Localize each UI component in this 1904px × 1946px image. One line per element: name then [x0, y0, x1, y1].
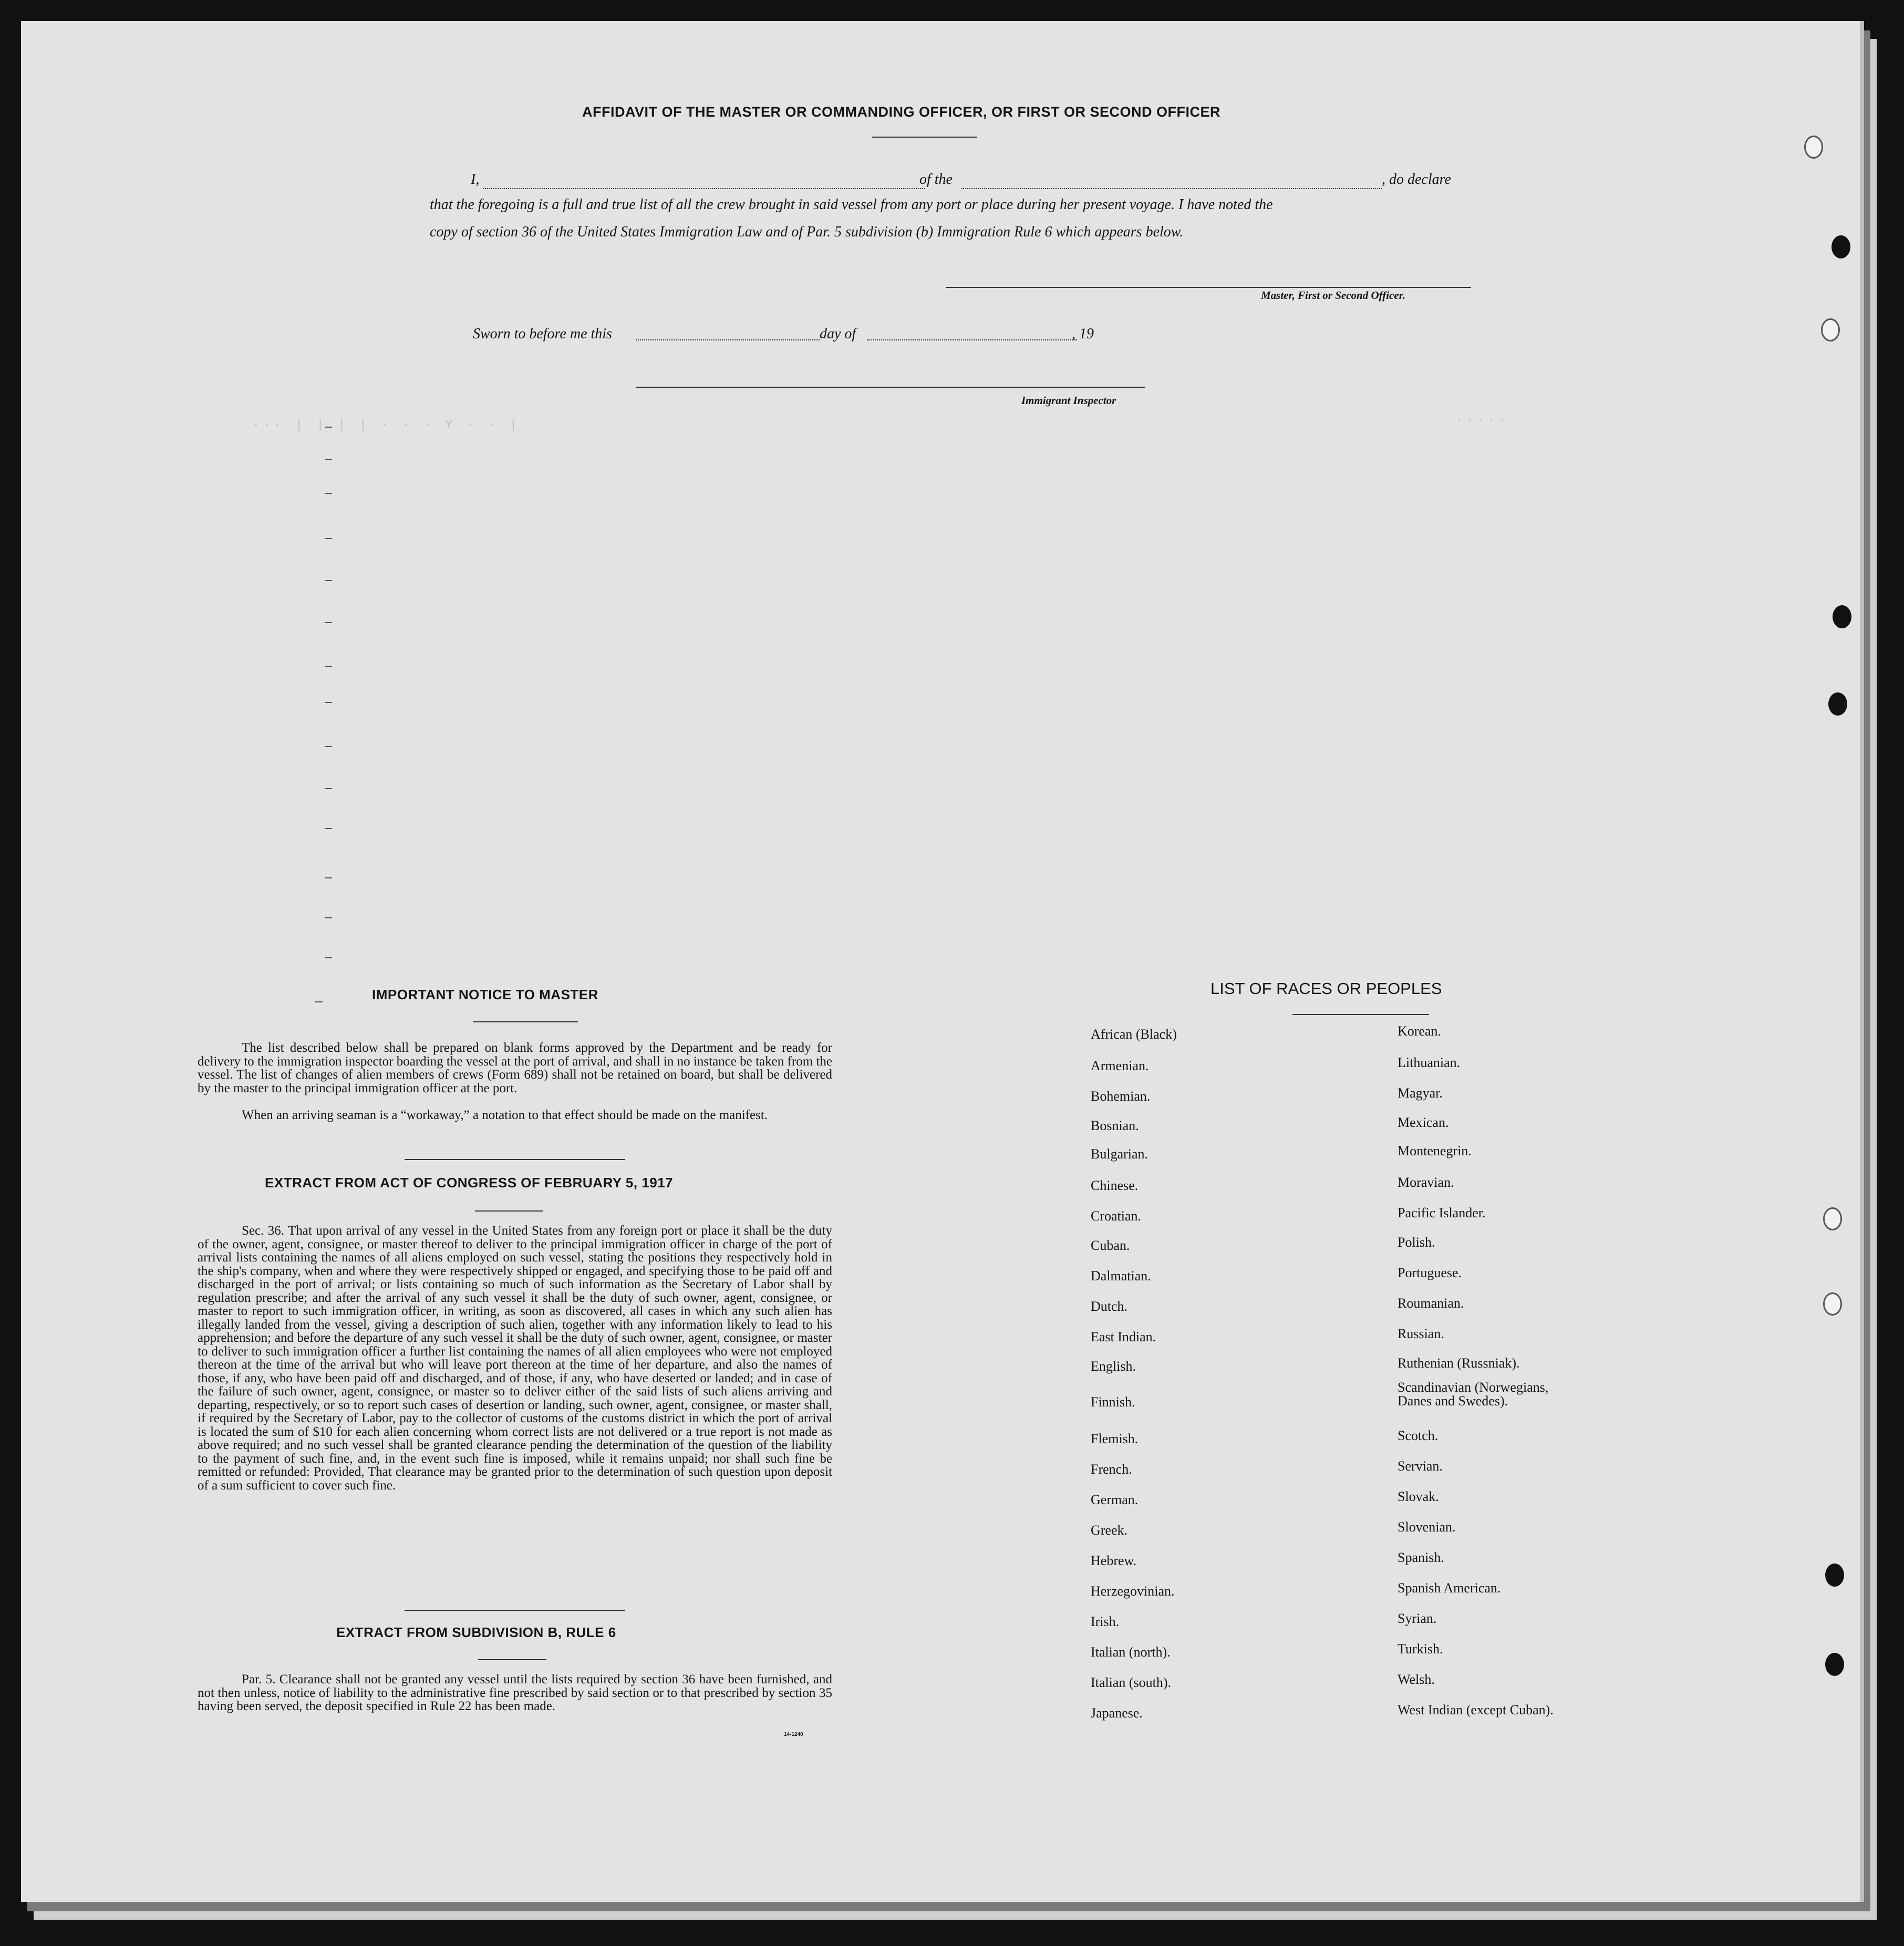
bleed-through-column: ·····: [1455, 414, 1509, 428]
sworn-day-field[interactable]: [636, 339, 820, 340]
signature-label: Master, First or Second Officer.: [1261, 289, 1405, 302]
race-item: English.: [1091, 1359, 1136, 1374]
binder-hole: [1823, 1292, 1842, 1316]
race-item: Magyar.: [1398, 1085, 1443, 1101]
affidavit-declare-label: , do declare: [1382, 171, 1451, 188]
race-item: Spanish American.: [1398, 1580, 1501, 1596]
sworn-day-of-label: day of: [820, 326, 856, 342]
row-mark: [325, 538, 332, 539]
notice-paragraph-2: When an arriving seaman is a “workaway,” a notation to that effect should be made on the manifest.: [242, 1108, 768, 1122]
manifest-page: [21, 21, 1864, 1902]
section-divider: [405, 1610, 625, 1611]
race-item: Bosnian.: [1091, 1118, 1139, 1133]
affidavit-line-2: that the foregoing is a full and true list of all the crew brought in said vessel from any port or place during her present voyage. I have noted the: [430, 196, 1273, 213]
extract-act-underline: [475, 1210, 543, 1212]
race-item: Scandinavian (Norwegians, Danes and Swedes).: [1398, 1380, 1549, 1409]
race-item: German.: [1091, 1492, 1139, 1507]
races-title: LIST OF RACES OR PEOPLES: [1210, 979, 1442, 998]
race-item: Greek.: [1091, 1523, 1128, 1538]
race-item: Pacific Islander.: [1398, 1205, 1486, 1220]
binder-hole: [1821, 318, 1840, 341]
row-mark: [315, 1001, 323, 1002]
race-item: Servian.: [1398, 1458, 1443, 1474]
race-item: Mexican.: [1398, 1115, 1449, 1130]
row-mark: [325, 702, 332, 703]
race-item: Italian (north).: [1091, 1644, 1171, 1660]
race-item: Moravian.: [1398, 1175, 1454, 1190]
extract-rule-title: EXTRACT FROM SUBDIVISION B, RULE 6: [336, 1624, 616, 1640]
row-mark: [325, 666, 332, 667]
affidavit-of-the-label: of the: [919, 171, 953, 188]
sworn-month-field[interactable]: [867, 339, 1077, 340]
notice-title: IMPORTANT NOTICE TO MASTER: [372, 987, 598, 1002]
race-item: Portuguese.: [1398, 1265, 1462, 1280]
row-mark: [325, 746, 332, 747]
race-item: Scotch.: [1398, 1428, 1439, 1443]
inspector-label: Immigrant Inspector: [1021, 394, 1116, 407]
extract-act-text: Sec. 36. That upon arrival of any vessel in the United States from any foreign port or place it shall be the duty of the owner, agent, consignee, or master thereof to deliver to the principal immigration officer in charge of the port of arrival lists containing the names of all aliens employed on such vessel, stating the positions they respectively hold in the ship's company, when and where they were respectively shipped or engaged, and specifying those to be paid off and discharged in the port of arrival; or lists containing so much of such information as the Secretary of Labor shall by regulation prescribe; and after the arrival of any such vessel it shall be the duty of such owner, agent, consignee, or master to report to such immigration officer, in writing, as soon as discovered, all cases in which any such alien has illegally landed from the vessel, giving a description of such alien, together with any information likely to lead to his apprehension; and before the departure of any such vessel it shall be the duty of such owner, agent, consignee, or master to deliver to such immigration officer a further list containing the names of all alien employees who were not employed thereon at the time of the arrival but who will leave port thereon at the time of her departure, and also the names of those, if any, who have been paid off and discharged, and of those, if any, who have deserted or landed; and in case of the failure of such owner, agent, consignee, or master so to deliver either of the said lists of such aliens arriving and departing, respectively, or so to report such cases of desertion or landing, such owner, agent, consignee, or master shall, if required by the Secretary of Labor, pay to the collector of customs of the customs district in which the port of arrival is located the sum of $10 for each alien concerning whom correct lists are not delivered or a true report is not made as above required; and no such vessel shall be granted clearance pending the determination of the question of the liability to the payment of such fine, and, in the event such fine is imposed, while it remains unpaid; nor shall such fine be remitted or refunded: Provided, That clearance may be granted prior to the determination of such question upon deposit of a sum sufficient to cover such fine.: [198, 1224, 832, 1493]
master-name-field[interactable]: [483, 188, 925, 189]
race-item: Italian (south).: [1091, 1675, 1172, 1690]
binder-hole: [1823, 1207, 1842, 1230]
row-mark: [325, 427, 332, 428]
row-mark: [325, 493, 332, 494]
affidavit-line-3: copy of section 36 of the United States Immigration Law and of Par. 5 subdivision (b) Immigration Rule 6 which appears below.: [430, 224, 1184, 240]
race-item: Bulgarian.: [1091, 1146, 1148, 1162]
race-item: Syrian.: [1398, 1611, 1437, 1626]
binder-hole: [1831, 235, 1850, 258]
affidavit-i-label: I,: [471, 171, 480, 188]
binder-hole: [1804, 136, 1823, 159]
race-item: Slovak.: [1398, 1489, 1439, 1504]
row-mark: [325, 828, 332, 829]
bleed-through-row: ··· | | | | · · · Y · · |: [252, 418, 521, 432]
race-item: Welsh.: [1398, 1672, 1435, 1687]
row-mark: [325, 917, 332, 918]
row-mark: [325, 788, 332, 789]
race-item: Dalmatian.: [1091, 1268, 1151, 1283]
race-item: Armenian.: [1091, 1058, 1149, 1073]
row-mark: [325, 877, 332, 878]
race-item: Montenegrin.: [1398, 1143, 1472, 1158]
inspector-signature-line[interactable]: [636, 387, 1145, 388]
extract-act-title: EXTRACT FROM ACT OF CONGRESS OF FEBRUARY 5, 1917: [265, 1175, 674, 1191]
form-number: 14-1240: [784, 1732, 803, 1737]
binder-hole: [1833, 605, 1851, 628]
binder-hole: [1825, 1564, 1844, 1587]
race-item: Polish.: [1398, 1235, 1435, 1250]
signature-line[interactable]: [946, 287, 1471, 288]
race-item: East Indian.: [1091, 1329, 1156, 1344]
race-item: Roumanian.: [1398, 1296, 1464, 1311]
row-mark: [325, 459, 332, 460]
race-item: Cuban.: [1091, 1238, 1130, 1253]
row-mark: [325, 580, 332, 581]
race-item: West Indian (except Cuban).: [1398, 1702, 1554, 1717]
race-item: Hebrew.: [1091, 1553, 1137, 1568]
race-item: Irish.: [1091, 1614, 1120, 1629]
extract-rule-text: Par. 5. Clearance shall not be granted any vessel until the lists required by section 36 have been furnished, and not then unless, notice of liability to the administrative fine prescribed by said section or to that prescribed by section 35 having been served, the deposit specified in Rule 22 has been made.: [198, 1672, 832, 1713]
race-item: Japanese.: [1091, 1705, 1143, 1721]
race-item: Croatian.: [1091, 1208, 1142, 1224]
binder-hole: [1825, 1653, 1844, 1676]
race-item: French.: [1091, 1462, 1132, 1477]
race-item: Ruthenian (Russniak).: [1398, 1355, 1520, 1371]
race-item: Dutch.: [1091, 1299, 1128, 1314]
notice-underline: [473, 1021, 578, 1022]
race-item: Turkish.: [1398, 1641, 1443, 1657]
affidavit-title: AFFIDAVIT OF THE MASTER OR COMMANDING OFFICER, OR FIRST OR SECOND OFFICER: [582, 104, 1220, 120]
race-item: Flemish.: [1091, 1431, 1139, 1446]
race-item: Korean.: [1398, 1023, 1442, 1039]
sworn-prefix: Sworn to before me this: [473, 326, 612, 342]
race-item: Russian.: [1398, 1326, 1444, 1341]
race-item: Finnish.: [1091, 1394, 1135, 1410]
row-mark: [325, 957, 332, 958]
binder-hole: [1828, 692, 1847, 716]
title-underline: [872, 137, 977, 138]
race-item: Herzegovinian.: [1091, 1583, 1175, 1599]
section-divider: [405, 1159, 625, 1160]
extract-rule-underline: [478, 1659, 546, 1660]
row-mark: [325, 622, 332, 623]
race-item: Bohemian.: [1091, 1089, 1151, 1104]
race-item: Slovenian.: [1398, 1519, 1456, 1535]
races-underline: [1292, 1014, 1429, 1015]
race-item: African (Black): [1091, 1027, 1177, 1042]
notice-paragraph-1: The list described below shall be prepared on blank forms approved by the Department and be ready for delivery to the immigration inspector boarding the vessel at the port of arrival, and shall in no instance be taken from the vessel. The list of changes of alien members of crews (Form 689) shall not be retained on board, but shall be delivered by the master to the principal immigration officer at the port.: [198, 1041, 832, 1095]
vessel-name-field[interactable]: [961, 188, 1382, 189]
race-item: Chinese.: [1091, 1178, 1139, 1193]
sworn-year-label: , 19: [1072, 326, 1094, 342]
race-item: Lithuanian.: [1398, 1055, 1461, 1070]
race-item: Spanish.: [1398, 1550, 1444, 1565]
